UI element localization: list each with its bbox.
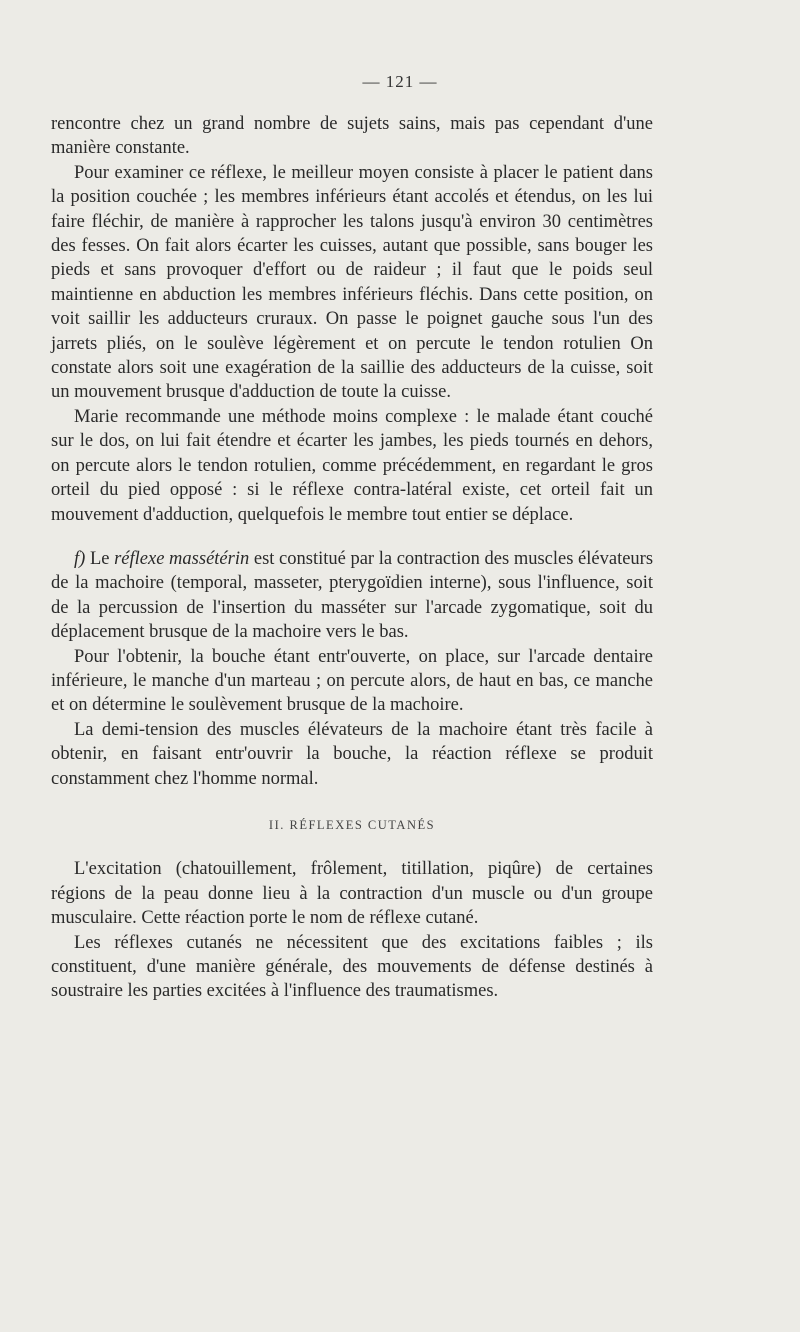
section-article: Le	[89, 548, 110, 569]
paragraph-examination: Pour examiner ce réflexe, le meilleur moyen consiste à placer le patient dans la position couchée ; les membres inférieurs étant accolés et étendus, on les lui faire fléchir, de manière à rapprocher les talons jusqu'à environ 30 centimètres des fesses. On fait alors écarter les cuisses, autant que possible, sans bouger les pieds et sans provoquer d'effort ou de raideur ; il faut que le poids seul maintienne en abduction les membres inférieurs fléchis. Dans cette position, on voit saillir les adducteurs cruraux. On passe le poignet gauche sous l'un des jarrets pliés, on le soulève légèrement et on percute le tendon rotulien On constate alors soit une exagération de la saillie des adducteurs de la cuisse, soit un mouvement brusque d'adduction de toute la cuisse.	[51, 162, 653, 403]
paragraph-marie-method: Marie recommande une méthode moins complexe : le malade étant couché sur le dos, on lui fait étendre et écarter les jambes, les pieds tournés en dehors, on percute alors le tendon rotulien, comme précédemment, en regardant le gros orteil du pied opposé : si le réflexe contra-latéral existe, cet orteil fait un mouvement d'adduction, quelquefois le membre tout entier se déplace.	[51, 406, 653, 525]
section-label: f)	[74, 548, 86, 569]
section-text: est constitué par la contraction des muscles élévateurs de la machoire (temporal, masseter, pterygoïdien interne), sous l'influence, soit de la percussion de l'insertion du masséter sur l'arcade zygomatique, soit du déplacement brusque de la machoire vers le bas.	[51, 548, 654, 643]
section-heading: II. RÉFLEXES CUTANÉS	[268, 817, 436, 832]
paragraph-excitation: L'excitation (chatouillement, frôlement, titillation, piqûre) de certaines régions de la peau donne lieu à la contraction d'un muscle ou d'un groupe musculaire. Cette réaction porte le nom de réflexe cutané.	[51, 859, 653, 929]
page-body	[51, 112, 653, 1004]
page-number: — 121 —	[362, 72, 438, 91]
paragraph-obtaining: Pour l'obtenir, la bouche étant entr'ouverte, on place, sur l'arcade dentaire inférieure, le manche d'un marteau ; on percute alors, de haut en bas, ce manche et on détermine le soulèvement brusque de la machoire.	[51, 646, 653, 716]
paragraph-masseter-reflex	[51, 547, 653, 645]
paragraph-cutaneous-reflexes: Les réflexes cutanés ne nécessitent que des excitations faibles ; ils constituent, d'une manière générale, des mouvements de défense destinés à soustraire les parties excitées à l'influence des traumatismes.	[51, 932, 653, 1002]
section-term: réflexe massétérin	[114, 548, 250, 569]
paragraph-continuation: rencontre chez un grand nombre de sujets sains, mais pas cependant d'une manière constante.	[51, 114, 653, 159]
paragraph-demi-tension: La demi-tension des muscles élévateurs de la machoire étant très facile à obtenir, en faisant entr'ouvrir la bouche, la réaction réflexe se produit constamment chez l'homme normal.	[51, 719, 653, 789]
